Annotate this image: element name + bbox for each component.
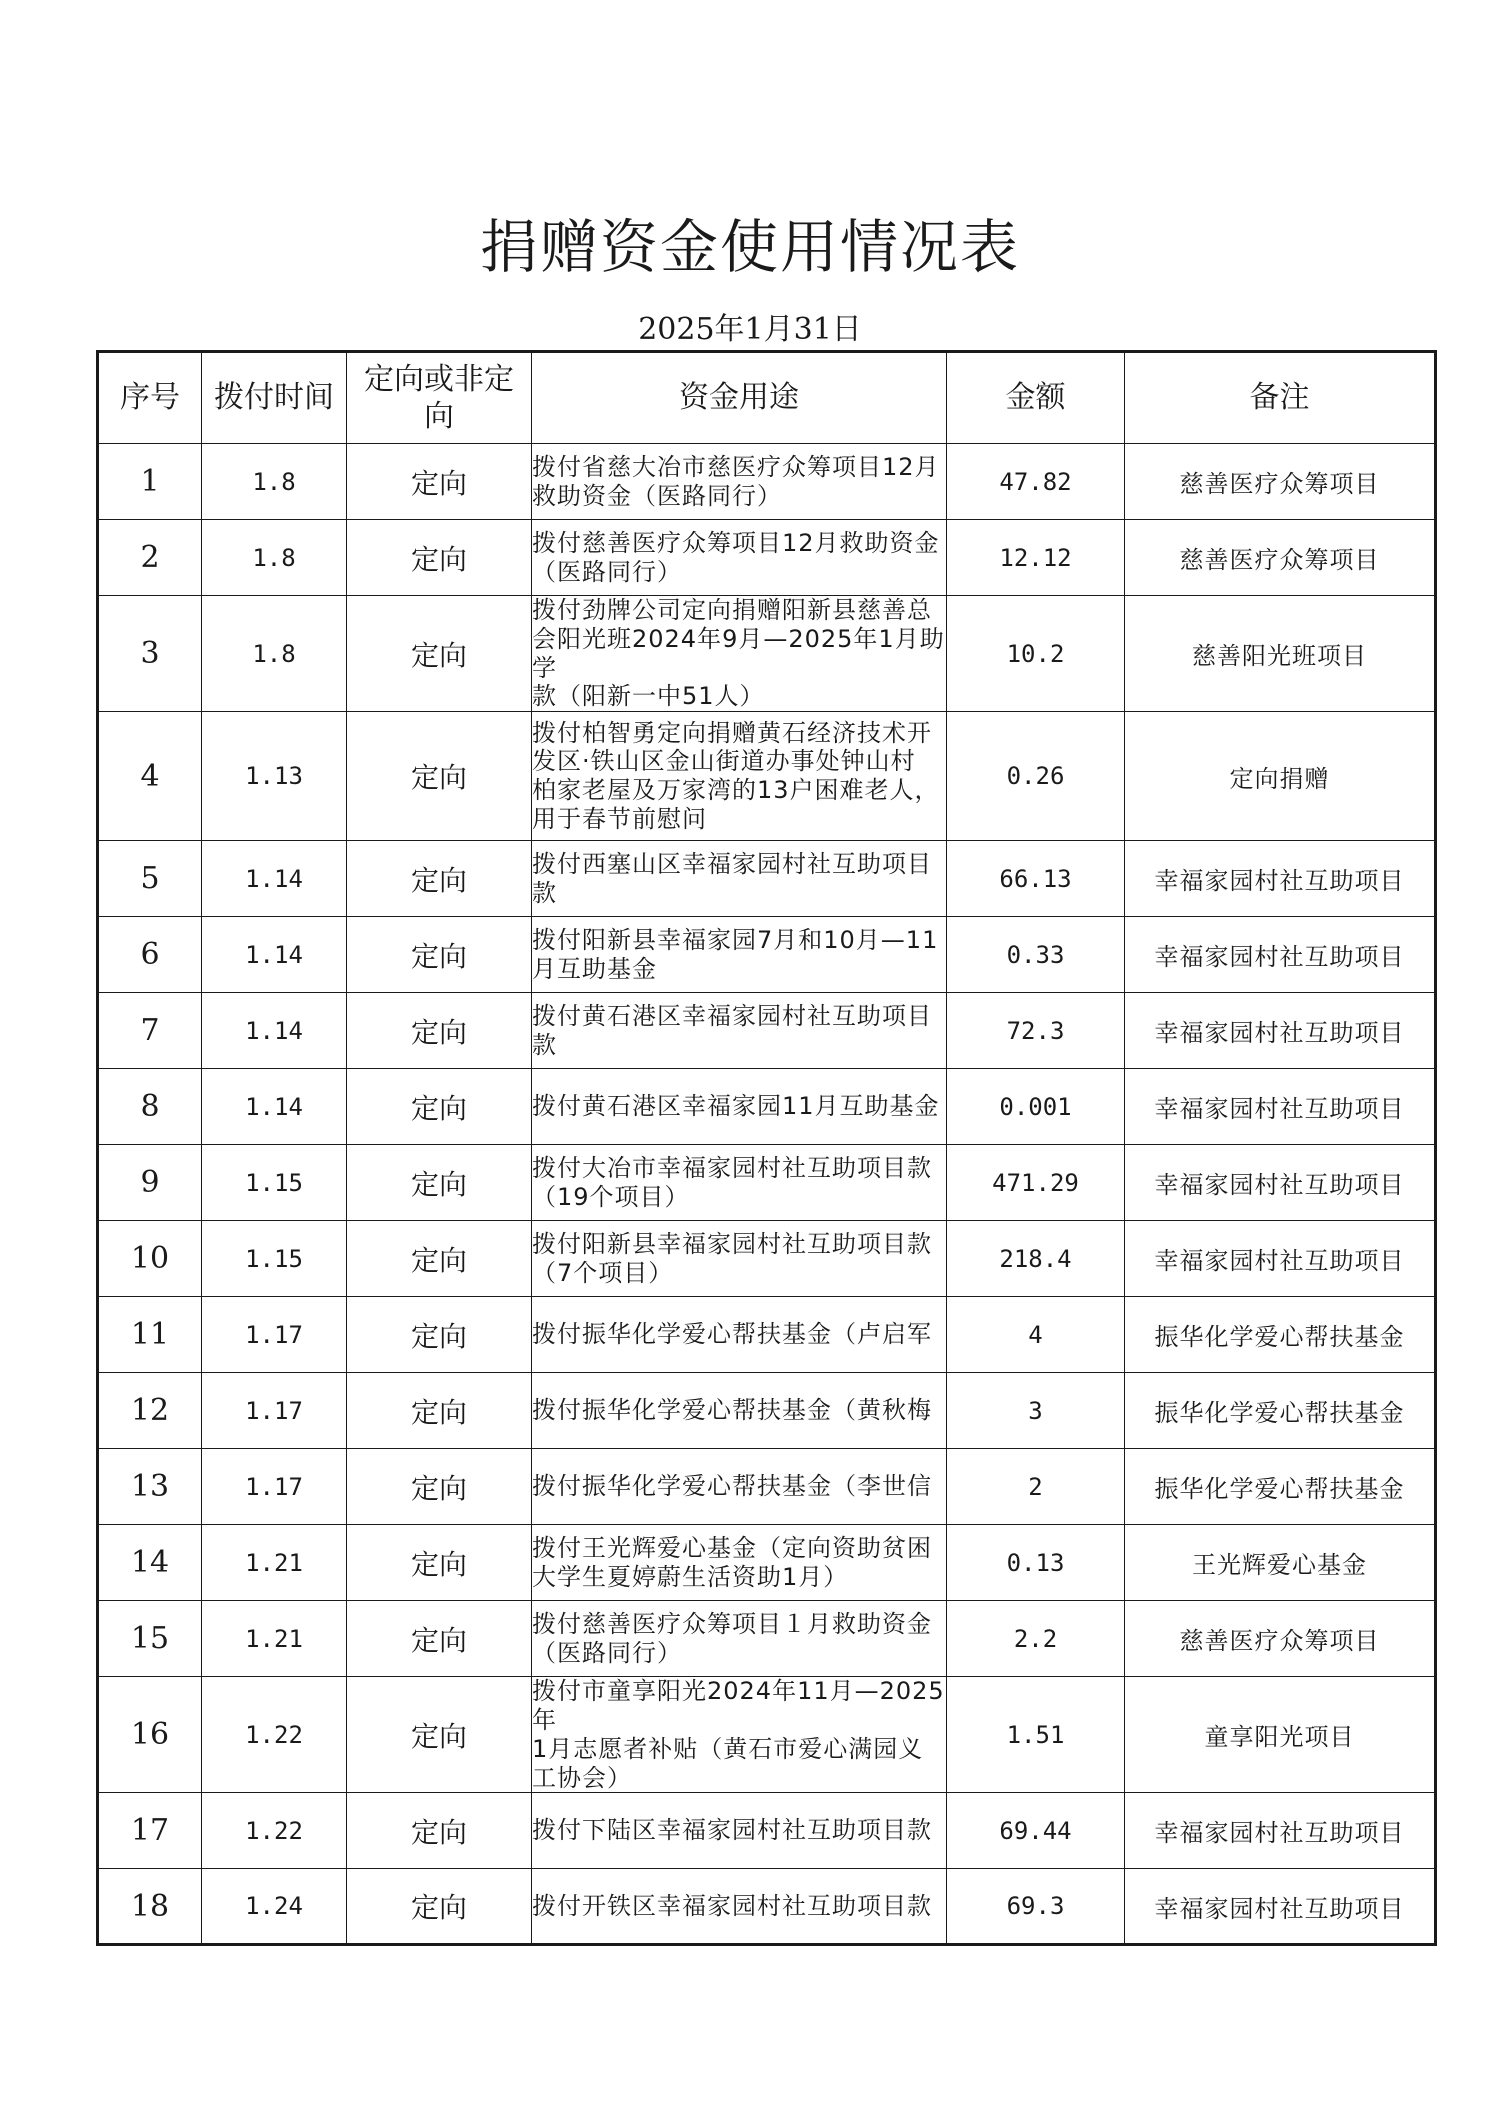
row-note: 幸福家园村社互助项目 bbox=[1125, 1145, 1436, 1221]
row-disbursement-date: 1.21 bbox=[202, 1601, 347, 1677]
table-row bbox=[98, 596, 1436, 712]
row-fund-use bbox=[532, 1373, 947, 1449]
row-fund-use: 拨付西塞山区幸福家园村社互助项目 款 bbox=[532, 841, 947, 917]
row-number: 3 bbox=[98, 596, 202, 712]
row-amount: 0.001 bbox=[947, 1069, 1125, 1145]
row-fund-use: 拨付黄石港区幸福家园村社互助项目 款 bbox=[532, 993, 947, 1069]
table-row bbox=[98, 1069, 1436, 1145]
row-fund-use-text: 拨付振华化学爱心帮扶基金（李世信 bbox=[532, 1472, 932, 1501]
table-row bbox=[98, 1869, 1436, 1945]
row-number: 2 bbox=[98, 520, 202, 596]
row-disbursement-date: 1.17 bbox=[202, 1449, 347, 1525]
row-amount: 4 bbox=[947, 1297, 1125, 1373]
row-fund-use: 拨付省慈大冶市慈医疗众筹项目12月 救助资金（医路同行） bbox=[532, 444, 947, 520]
row-note: 幸福家园村社互助项目 bbox=[1125, 1221, 1436, 1297]
row-note: 慈善医疗众筹项目 bbox=[1125, 1601, 1436, 1677]
row-fund-use: 拨付王光辉爱心基金（定向资助贫困 大学生夏婷蔚生活资助1月） bbox=[532, 1525, 947, 1601]
report-date: 2025年1月31日 bbox=[638, 312, 862, 347]
row-amount: 69.44 bbox=[947, 1793, 1125, 1869]
row-fund-use: 拨付柏智勇定向捐赠黄石经济技术开 发区·铁山区金山街道办事处钟山村 柏家老屋及万家湾的13户困难老人， 用于春节前慰问 bbox=[532, 712, 947, 841]
row-disbursement-date: 1.21 bbox=[202, 1525, 347, 1601]
row-amount: 2.2 bbox=[947, 1601, 1125, 1677]
table-row bbox=[98, 1373, 1436, 1449]
row-amount: 0.26 bbox=[947, 712, 1125, 841]
row-direction: 定向 bbox=[347, 1601, 532, 1677]
row-direction: 定向 bbox=[347, 1449, 532, 1525]
table-row bbox=[98, 444, 1436, 520]
row-fund-use bbox=[532, 1449, 947, 1525]
table-row bbox=[98, 1793, 1436, 1869]
row-fund-use: 拨付阳新县幸福家园村社互助项目款 （7个项目） bbox=[532, 1221, 947, 1297]
header-use: 资金用途 bbox=[532, 352, 947, 444]
row-note: 振华化学爱心帮扶基金 bbox=[1125, 1449, 1436, 1525]
table-row bbox=[98, 1297, 1436, 1373]
header-date: 拨付时间 bbox=[202, 352, 347, 444]
row-note: 慈善医疗众筹项目 bbox=[1125, 444, 1436, 520]
row-number: 16 bbox=[98, 1677, 202, 1793]
row-note: 王光辉爱心基金 bbox=[1125, 1525, 1436, 1601]
table-row bbox=[98, 520, 1436, 596]
row-direction: 定向 bbox=[347, 917, 532, 993]
row-amount: 218.4 bbox=[947, 1221, 1125, 1297]
row-fund-use: 拨付慈善医疗众筹项目12月救助资金 （医路同行） bbox=[532, 520, 947, 596]
row-direction: 定向 bbox=[347, 444, 532, 520]
row-number: 13 bbox=[98, 1449, 202, 1525]
row-number: 5 bbox=[98, 841, 202, 917]
row-disbursement-date: 1.22 bbox=[202, 1793, 347, 1869]
row-fund-use bbox=[532, 1793, 947, 1869]
table-row bbox=[98, 1677, 1436, 1793]
row-direction: 定向 bbox=[347, 1793, 532, 1869]
row-disbursement-date: 1.14 bbox=[202, 841, 347, 917]
row-direction: 定向 bbox=[347, 841, 532, 917]
row-direction: 定向 bbox=[347, 993, 532, 1069]
row-amount: 3 bbox=[947, 1373, 1125, 1449]
row-note: 振华化学爱心帮扶基金 bbox=[1125, 1373, 1436, 1449]
row-direction: 定向 bbox=[347, 1525, 532, 1601]
table-row bbox=[98, 1525, 1436, 1601]
row-amount: 471.29 bbox=[947, 1145, 1125, 1221]
table-row bbox=[98, 712, 1436, 841]
header-no: 序号 bbox=[98, 352, 202, 444]
row-note: 慈善阳光班项目 bbox=[1125, 596, 1436, 712]
row-fund-use-text: 拨付下陆区幸福家园村社互助项目款 bbox=[532, 1816, 932, 1845]
row-direction: 定向 bbox=[347, 520, 532, 596]
header-note: 备注 bbox=[1125, 352, 1436, 444]
row-direction: 定向 bbox=[347, 1221, 532, 1297]
row-note: 幸福家园村社互助项目 bbox=[1125, 993, 1436, 1069]
header-amount: 金额 bbox=[947, 352, 1125, 444]
row-note: 幸福家园村社互助项目 bbox=[1125, 1869, 1436, 1945]
row-direction: 定向 bbox=[347, 712, 532, 841]
row-number: 8 bbox=[98, 1069, 202, 1145]
row-disbursement-date: 1.8 bbox=[202, 444, 347, 520]
row-number: 15 bbox=[98, 1601, 202, 1677]
row-direction: 定向 bbox=[347, 1373, 532, 1449]
row-note: 幸福家园村社互助项目 bbox=[1125, 917, 1436, 993]
row-fund-use: 拨付劲牌公司定向捐赠阳新县慈善总 会阳光班2024年9月—2025年1月助学 款（阳新一中51人） bbox=[532, 596, 945, 711]
row-amount: 72.3 bbox=[947, 993, 1125, 1069]
row-fund-use: 拨付大冶市幸福家园村社互助项目款 （19个项目） bbox=[532, 1145, 947, 1221]
row-number: 17 bbox=[98, 1793, 202, 1869]
row-disbursement-date: 1.15 bbox=[202, 1221, 347, 1297]
row-fund-use: 拨付慈善医疗众筹项目１月救助资金 （医路同行） bbox=[532, 1601, 947, 1677]
row-number: 12 bbox=[98, 1373, 202, 1449]
row-disbursement-date: 1.22 bbox=[202, 1677, 347, 1793]
row-disbursement-date: 1.17 bbox=[202, 1373, 347, 1449]
row-disbursement-date: 1.17 bbox=[202, 1297, 347, 1373]
table-row bbox=[98, 993, 1436, 1069]
row-amount: 10.2 bbox=[947, 596, 1125, 712]
row-disbursement-date: 1.14 bbox=[202, 917, 347, 993]
row-number: 6 bbox=[98, 917, 202, 993]
table-row bbox=[98, 1601, 1436, 1677]
row-direction: 定向 bbox=[347, 1297, 532, 1373]
row-number: 14 bbox=[98, 1525, 202, 1601]
row-note: 童享阳光项目 bbox=[1125, 1677, 1436, 1793]
row-fund-use bbox=[532, 1297, 947, 1373]
page-title: 捐赠资金使用情况表 bbox=[479, 213, 1020, 281]
row-number: 10 bbox=[98, 1221, 202, 1297]
header-row bbox=[98, 352, 1436, 444]
row-disbursement-date: 1.8 bbox=[202, 596, 347, 712]
row-number: 1 bbox=[98, 444, 202, 520]
table-row bbox=[98, 1449, 1436, 1525]
row-amount: 66.13 bbox=[947, 841, 1125, 917]
row-disbursement-date: 1.15 bbox=[202, 1145, 347, 1221]
row-direction: 定向 bbox=[347, 1869, 532, 1945]
row-amount: 0.13 bbox=[947, 1525, 1125, 1601]
row-disbursement-date: 1.8 bbox=[202, 520, 347, 596]
table-row bbox=[98, 917, 1436, 993]
row-disbursement-date: 1.14 bbox=[202, 993, 347, 1069]
row-number: 4 bbox=[98, 712, 202, 841]
row-disbursement-date: 1.13 bbox=[202, 712, 347, 841]
header-direction: 定向或非定向 bbox=[347, 352, 532, 444]
row-fund-use-text: 拨付振华化学爱心帮扶基金（黄秋梅 bbox=[532, 1396, 932, 1425]
row-amount: 47.82 bbox=[947, 444, 1125, 520]
row-amount: 1.51 bbox=[947, 1677, 1125, 1793]
row-fund-use bbox=[532, 1069, 947, 1145]
row-amount: 2 bbox=[947, 1449, 1125, 1525]
funds-usage-table bbox=[96, 350, 1437, 1946]
row-direction: 定向 bbox=[347, 1145, 532, 1221]
table-body bbox=[98, 444, 1436, 1945]
row-disbursement-date: 1.14 bbox=[202, 1069, 347, 1145]
table-header bbox=[98, 352, 1436, 444]
row-direction: 定向 bbox=[347, 1677, 532, 1793]
row-direction: 定向 bbox=[347, 596, 532, 712]
table-row bbox=[98, 1221, 1436, 1297]
row-number: 18 bbox=[98, 1869, 202, 1945]
row-direction: 定向 bbox=[347, 1069, 532, 1145]
row-number: 7 bbox=[98, 993, 202, 1069]
row-note: 幸福家园村社互助项目 bbox=[1125, 1793, 1436, 1869]
row-note: 慈善医疗众筹项目 bbox=[1125, 520, 1436, 596]
row-fund-use: 拨付阳新县幸福家园7月和10月—11 月互助基金 bbox=[532, 917, 947, 993]
row-note: 振华化学爱心帮扶基金 bbox=[1125, 1297, 1436, 1373]
row-number: 11 bbox=[98, 1297, 202, 1373]
row-amount: 0.33 bbox=[947, 917, 1125, 993]
row-fund-use: 拨付市童享阳光2024年11月—2025年 1月志愿者补贴（黄石市爱心满园义 工协会） bbox=[532, 1677, 945, 1792]
table-row bbox=[98, 841, 1436, 917]
row-fund-use-text: 拨付黄石港区幸福家园11月互助基金 bbox=[532, 1092, 940, 1121]
row-number: 9 bbox=[98, 1145, 202, 1221]
row-fund-use-text: 拨付开铁区幸福家园村社互助项目款 bbox=[532, 1891, 932, 1920]
row-note: 幸福家园村社互助项目 bbox=[1125, 841, 1436, 917]
row-disbursement-date: 1.24 bbox=[202, 1869, 347, 1945]
table-row bbox=[98, 1145, 1436, 1221]
row-amount: 69.3 bbox=[947, 1869, 1125, 1945]
row-note: 幸福家园村社互助项目 bbox=[1125, 1069, 1436, 1145]
row-fund-use-text: 拨付振华化学爱心帮扶基金（卢启军 bbox=[532, 1320, 932, 1349]
row-fund-use bbox=[532, 1869, 947, 1945]
row-amount: 12.12 bbox=[947, 520, 1125, 596]
row-note: 定向捐赠 bbox=[1125, 712, 1436, 841]
